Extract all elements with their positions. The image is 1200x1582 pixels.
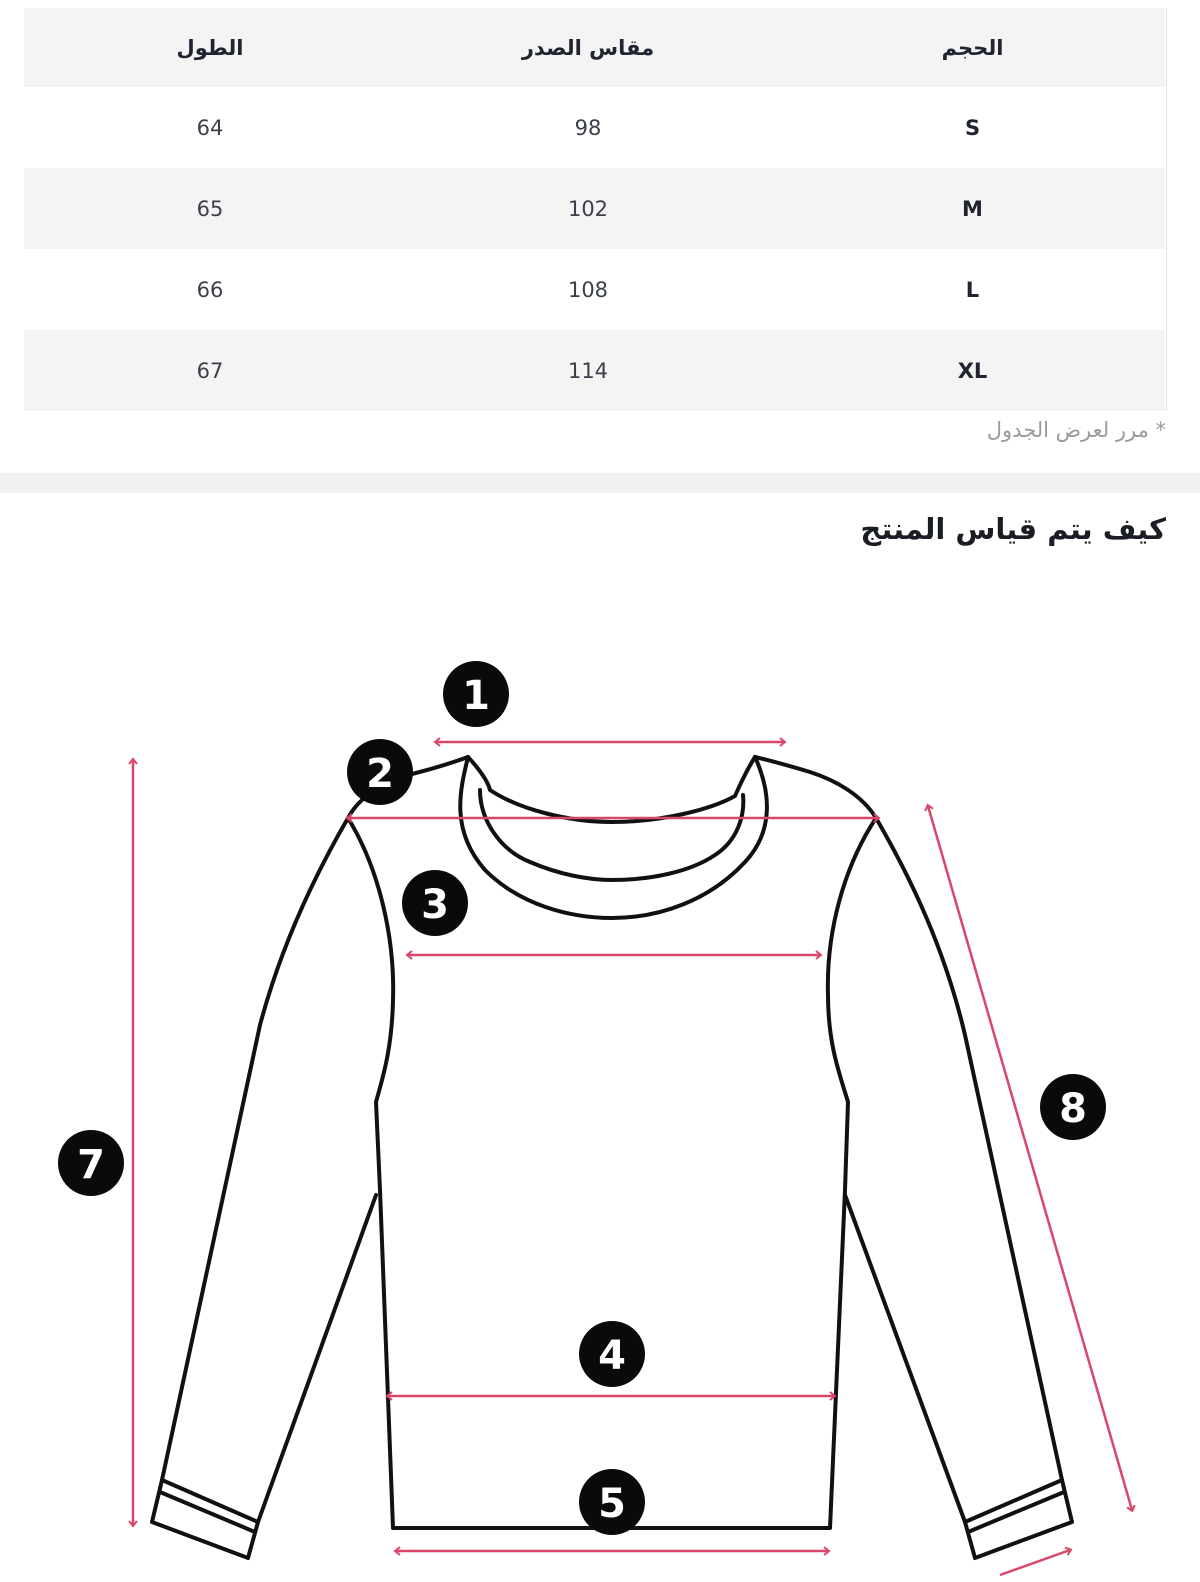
- arrow-cuff: [1000, 1550, 1070, 1575]
- svg-text:5: 5: [598, 1481, 626, 1527]
- size-table: [24, 8, 1165, 411]
- cell-chest: 108: [396, 249, 780, 330]
- section-divider: [0, 473, 1200, 493]
- sweater-diagram: [0, 600, 1200, 1582]
- badge-2: [347, 739, 413, 805]
- table-row: [24, 330, 1165, 411]
- cell-chest: 98: [396, 87, 780, 168]
- section-title: كيف يتم قياس المنتج: [860, 512, 1166, 546]
- badge-5: [579, 1469, 645, 1535]
- cell-size: M: [780, 168, 1165, 249]
- badge-8: [1040, 1074, 1106, 1140]
- cell-chest: 114: [396, 330, 780, 411]
- table-row: [24, 168, 1165, 249]
- svg-text:7: 7: [77, 1142, 105, 1188]
- table-row: [24, 249, 1165, 330]
- cell-size: XL: [780, 330, 1165, 411]
- cell-length: 66: [24, 249, 396, 330]
- svg-text:2: 2: [366, 751, 394, 797]
- cell-length: 67: [24, 330, 396, 411]
- cell-chest: 102: [396, 168, 780, 249]
- arrow-8-sleeve-length: [928, 806, 1132, 1510]
- svg-text:1: 1: [462, 673, 490, 719]
- sweater-outline: [152, 757, 1072, 1558]
- measurement-diagram: [0, 600, 1200, 1582]
- header-length: الطول: [24, 8, 396, 87]
- cell-size: S: [780, 87, 1165, 168]
- badge-4: [579, 1321, 645, 1387]
- badge-7: [58, 1130, 124, 1196]
- svg-text:8: 8: [1059, 1086, 1087, 1132]
- cell-length: 65: [24, 168, 396, 249]
- badge-1: [443, 661, 509, 727]
- badge-3: [402, 870, 468, 936]
- table-row: [24, 87, 1165, 168]
- header-size: الحجم: [780, 8, 1165, 87]
- cell-size: L: [780, 249, 1165, 330]
- table-header-row: [24, 8, 1165, 87]
- cell-length: 64: [24, 87, 396, 168]
- scroll-hint: * مرر لعرض الجدول: [986, 418, 1166, 442]
- svg-text:4: 4: [598, 1333, 626, 1379]
- svg-text:3: 3: [421, 882, 449, 928]
- header-chest: مقاس الصدر: [396, 8, 780, 87]
- size-table-card: [24, 8, 1167, 411]
